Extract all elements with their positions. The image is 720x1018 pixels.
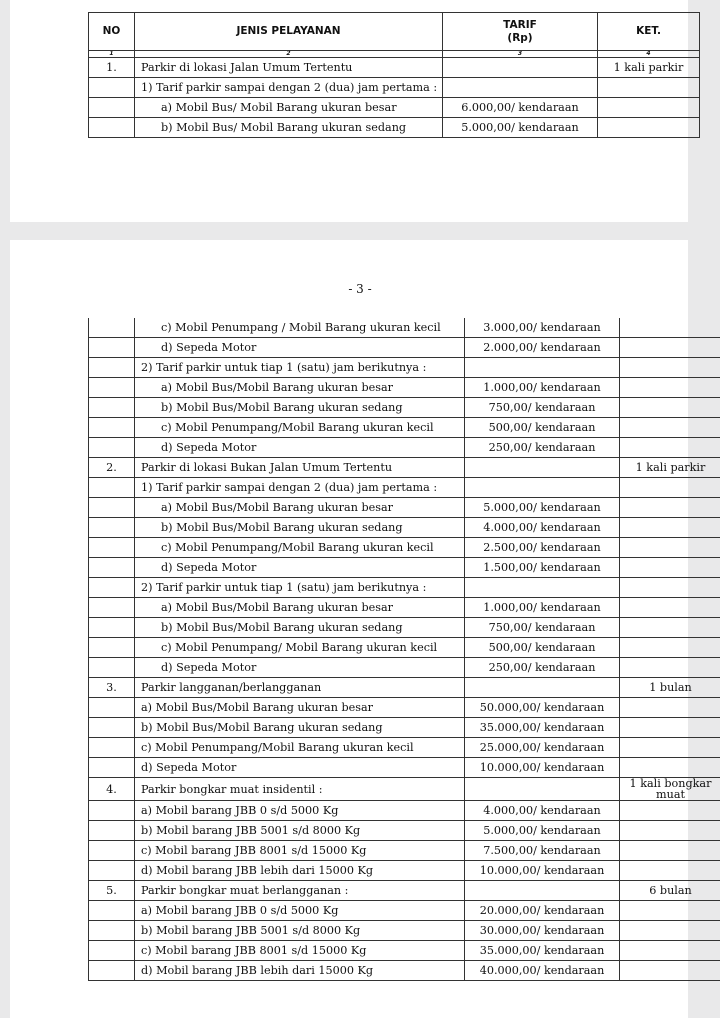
- service-description: a) Mobil Bus/Mobil Barang ukuran besar: [135, 698, 465, 718]
- table-row: [89, 901, 720, 921]
- service-description: Parkir bongkar muat berlangganan :: [135, 881, 465, 901]
- table-row: [89, 418, 720, 438]
- tariff-value: 1.500,00/ kendaraan: [465, 558, 620, 578]
- tariff-value: 1.000,00/ kendaraan: [465, 598, 620, 618]
- row-number: [89, 961, 135, 981]
- tariff-value: [465, 458, 620, 478]
- table-row: [89, 941, 720, 961]
- table-row: [89, 658, 720, 678]
- tariff-value: 3.000,00/ kendaraan: [465, 318, 620, 338]
- service-description: d) Sepeda Motor: [135, 758, 465, 778]
- remarks: 1 kali parkir: [620, 458, 720, 478]
- tariff-value: [465, 358, 620, 378]
- tariff-value: 50.000,00/ kendaraan: [465, 698, 620, 718]
- remarks: [620, 338, 720, 358]
- tariff-value: 250,00/ kendaraan: [465, 438, 620, 458]
- page-number: - 3 -: [348, 282, 372, 296]
- tariff-value: 30.000,00/ kendaraan: [465, 921, 620, 941]
- tariff-value: 500,00/ kendaraan: [465, 418, 620, 438]
- service-description: b) Mobil barang JBB 5001 s/d 8000 Kg: [135, 921, 465, 941]
- service-description: a) Mobil Bus/ Mobil Barang ukuran besar: [135, 98, 443, 118]
- tariff-value: 5.000,00/ kendaraan: [443, 118, 598, 138]
- remarks: [620, 558, 720, 578]
- row-number: [89, 921, 135, 941]
- table-row: [89, 318, 720, 338]
- tariff-value: 4.000,00/ kendaraan: [465, 518, 620, 538]
- row-number: [89, 638, 135, 658]
- row-number: [89, 318, 135, 338]
- service-description: 1) Tarif parkir sampai dengan 2 (dua) jam pertama :: [135, 78, 443, 98]
- table-row: [89, 358, 720, 378]
- service-description: 1) Tarif parkir sampai dengan 2 (dua) jam pertama :: [135, 478, 465, 498]
- tariff-value: 500,00/ kendaraan: [465, 638, 620, 658]
- remarks: [598, 78, 700, 98]
- tariff-value: 6.000,00/ kendaraan: [443, 98, 598, 118]
- remarks: [620, 498, 720, 518]
- tariff-table-main-body: [89, 318, 720, 981]
- header-tarif-label: TARIF: [503, 18, 537, 31]
- tariff-value: [443, 78, 598, 98]
- table-row: [89, 378, 720, 398]
- remarks: [620, 618, 720, 638]
- remarks: [620, 598, 720, 618]
- service-description: 2) Tarif parkir untuk tiap 1 (satu) jam berikutnya :: [135, 578, 465, 598]
- remarks: [620, 318, 720, 338]
- header-jenis-pelayanan: JENIS PELAYANAN: [135, 13, 443, 51]
- table-row: [89, 638, 720, 658]
- column-number-2: 2: [135, 51, 443, 58]
- table-row: [89, 58, 700, 78]
- service-description: c) Mobil barang JBB 8001 s/d 15000 Kg: [135, 941, 465, 961]
- table-row: [89, 538, 720, 558]
- row-number: [89, 618, 135, 638]
- service-description: b) Mobil Bus/Mobil Barang ukuran sedang: [135, 618, 465, 638]
- service-description: b) Mobil barang JBB 5001 s/d 8000 Kg: [135, 821, 465, 841]
- remarks: [598, 98, 700, 118]
- tariff-table-main: [88, 318, 720, 981]
- row-number: 4.: [89, 778, 135, 801]
- tariff-value: 750,00/ kendaraan: [465, 618, 620, 638]
- table-row: [89, 778, 720, 801]
- remarks: [620, 901, 720, 921]
- remarks: [620, 758, 720, 778]
- table-row: [89, 518, 720, 538]
- row-number: [89, 438, 135, 458]
- tariff-value: 1.000,00/ kendaraan: [465, 378, 620, 398]
- tariff-value: [443, 58, 598, 78]
- remarks: [620, 801, 720, 821]
- row-number: [89, 598, 135, 618]
- row-number: [89, 558, 135, 578]
- tariff-value: 750,00/ kendaraan: [465, 398, 620, 418]
- remarks: [620, 358, 720, 378]
- service-description: c) Mobil Penumpang / Mobil Barang ukuran kecil: [135, 318, 465, 338]
- row-number: [89, 378, 135, 398]
- service-description: a) Mobil Bus/Mobil Barang ukuran besar: [135, 598, 465, 618]
- row-number: [89, 338, 135, 358]
- table-row: [89, 801, 720, 821]
- service-description: c) Mobil Penumpang/Mobil Barang ukuran kecil: [135, 418, 465, 438]
- service-description: c) Mobil Penumpang/Mobil Barang ukuran kecil: [135, 738, 465, 758]
- tariff-value: 10.000,00/ kendaraan: [465, 861, 620, 881]
- service-description: Parkir langganan/berlangganan: [135, 678, 465, 698]
- tariff-value: [465, 578, 620, 598]
- row-number: [89, 841, 135, 861]
- service-description: 2) Tarif parkir untuk tiap 1 (satu) jam berikutnya :: [135, 358, 465, 378]
- row-number: [89, 801, 135, 821]
- remarks: [620, 961, 720, 981]
- remarks: [620, 378, 720, 398]
- service-description: a) Mobil barang JBB 0 s/d 5000 Kg: [135, 901, 465, 921]
- tariff-value: 5.000,00/ kendaraan: [465, 821, 620, 841]
- service-description: a) Mobil barang JBB 0 s/d 5000 Kg: [135, 801, 465, 821]
- tariff-value: 4.000,00/ kendaraan: [465, 801, 620, 821]
- remarks: [620, 538, 720, 558]
- column-number-4: 4: [598, 51, 700, 58]
- service-description: a) Mobil Bus/Mobil Barang ukuran besar: [135, 378, 465, 398]
- remarks: [620, 921, 720, 941]
- tariff-value: [465, 678, 620, 698]
- header-ket: KET.: [598, 13, 700, 51]
- table-row: [89, 618, 720, 638]
- remarks: 1 bulan: [620, 678, 720, 698]
- service-description: c) Mobil Penumpang/ Mobil Barang ukuran kecil: [135, 638, 465, 658]
- header-tarif-unit: (Rp): [507, 31, 533, 44]
- service-description: b) Mobil Bus/Mobil Barang ukuran sedang: [135, 718, 465, 738]
- table-row: [89, 458, 720, 478]
- tariff-value: 20.000,00/ kendaraan: [465, 901, 620, 921]
- row-number: [89, 538, 135, 558]
- service-description: b) Mobil Bus/ Mobil Barang ukuran sedang: [135, 118, 443, 138]
- service-description: d) Sepeda Motor: [135, 338, 465, 358]
- table-row: [89, 841, 720, 861]
- row-number: [89, 418, 135, 438]
- tariff-value: 2.000,00/ kendaraan: [465, 338, 620, 358]
- remarks: 1 kali parkir: [598, 58, 700, 78]
- remarks: [620, 478, 720, 498]
- service-description: b) Mobil Bus/Mobil Barang ukuran sedang: [135, 518, 465, 538]
- service-description: Parkir bongkar muat insidentil :: [135, 778, 465, 801]
- table-row: [89, 718, 720, 738]
- remarks: 6 bulan: [620, 881, 720, 901]
- remarks: [620, 738, 720, 758]
- header-no: NO: [89, 13, 135, 51]
- remarks: [620, 438, 720, 458]
- column-number-3: 3: [443, 51, 598, 58]
- table-row: [89, 498, 720, 518]
- service-description: d) Mobil barang JBB lebih dari 15000 Kg: [135, 861, 465, 881]
- row-number: [89, 118, 135, 138]
- remarks: [620, 418, 720, 438]
- service-description: Parkir di lokasi Bukan Jalan Umum Tertentu: [135, 458, 465, 478]
- remarks: [620, 518, 720, 538]
- remarks: [620, 861, 720, 881]
- row-number: [89, 358, 135, 378]
- table-row: [89, 478, 720, 498]
- row-number: [89, 578, 135, 598]
- tariff-table-top-body: [89, 58, 700, 138]
- remarks: [620, 638, 720, 658]
- remarks: [620, 718, 720, 738]
- row-number: [89, 698, 135, 718]
- row-number: [89, 738, 135, 758]
- row-number: 2.: [89, 458, 135, 478]
- table-row: [89, 98, 700, 118]
- service-description: c) Mobil Penumpang/Mobil Barang ukuran kecil: [135, 538, 465, 558]
- table-row: [89, 118, 700, 138]
- tariff-table-top: [88, 12, 700, 138]
- service-description: d) Sepeda Motor: [135, 558, 465, 578]
- table-row: [89, 578, 720, 598]
- remarks: [620, 698, 720, 718]
- remarks: [620, 398, 720, 418]
- row-number: 1.: [89, 58, 135, 78]
- service-description: Parkir di lokasi Jalan Umum Tertentu: [135, 58, 443, 78]
- remarks: [620, 821, 720, 841]
- tariff-value: 40.000,00/ kendaraan: [465, 961, 620, 981]
- table-row: [89, 698, 720, 718]
- service-description: d) Sepeda Motor: [135, 658, 465, 678]
- table-row: [89, 338, 720, 358]
- table-row: [89, 758, 720, 778]
- row-number: [89, 398, 135, 418]
- remarks: [620, 658, 720, 678]
- tariff-value: 35.000,00/ kendaraan: [465, 718, 620, 738]
- tariff-value: 5.000,00/ kendaraan: [465, 498, 620, 518]
- table-row: [89, 861, 720, 881]
- table-row: [89, 558, 720, 578]
- remarks: 1 kali bongkar muat: [620, 778, 720, 801]
- row-number: [89, 518, 135, 538]
- row-number: [89, 941, 135, 961]
- tariff-value: [465, 778, 620, 801]
- tariff-value: [465, 881, 620, 901]
- table-row: [89, 438, 720, 458]
- table-row: [89, 598, 720, 618]
- column-number-1: 1: [89, 51, 135, 58]
- header-tarif: [443, 13, 598, 51]
- service-description: d) Sepeda Motor: [135, 438, 465, 458]
- service-description: c) Mobil barang JBB 8001 s/d 15000 Kg: [135, 841, 465, 861]
- row-number: [89, 98, 135, 118]
- row-number: 5.: [89, 881, 135, 901]
- row-number: [89, 821, 135, 841]
- row-number: [89, 658, 135, 678]
- row-number: [89, 498, 135, 518]
- table-row: [89, 78, 700, 98]
- tariff-value: 7.500,00/ kendaraan: [465, 841, 620, 861]
- table-row: [89, 881, 720, 901]
- table-row: [89, 821, 720, 841]
- table-row: [89, 678, 720, 698]
- tariff-value: 2.500,00/ kendaraan: [465, 538, 620, 558]
- service-description: a) Mobil Bus/Mobil Barang ukuran besar: [135, 498, 465, 518]
- row-number: [89, 78, 135, 98]
- table-row: [89, 738, 720, 758]
- row-number: [89, 861, 135, 881]
- service-description: b) Mobil Bus/Mobil Barang ukuran sedang: [135, 398, 465, 418]
- row-number: [89, 718, 135, 738]
- table-row: [89, 961, 720, 981]
- remarks: [598, 118, 700, 138]
- tariff-value: 35.000,00/ kendaraan: [465, 941, 620, 961]
- row-number: [89, 901, 135, 921]
- service-description: d) Mobil barang JBB lebih dari 15000 Kg: [135, 961, 465, 981]
- remarks: [620, 941, 720, 961]
- tariff-value: 250,00/ kendaraan: [465, 658, 620, 678]
- row-number: 3.: [89, 678, 135, 698]
- tariff-value: [465, 478, 620, 498]
- table-row: [89, 921, 720, 941]
- remarks: [620, 578, 720, 598]
- tariff-value: 10.000,00/ kendaraan: [465, 758, 620, 778]
- row-number: [89, 478, 135, 498]
- tariff-value: 25.000,00/ kendaraan: [465, 738, 620, 758]
- table-row: [89, 398, 720, 418]
- remarks: [620, 841, 720, 861]
- row-number: [89, 758, 135, 778]
